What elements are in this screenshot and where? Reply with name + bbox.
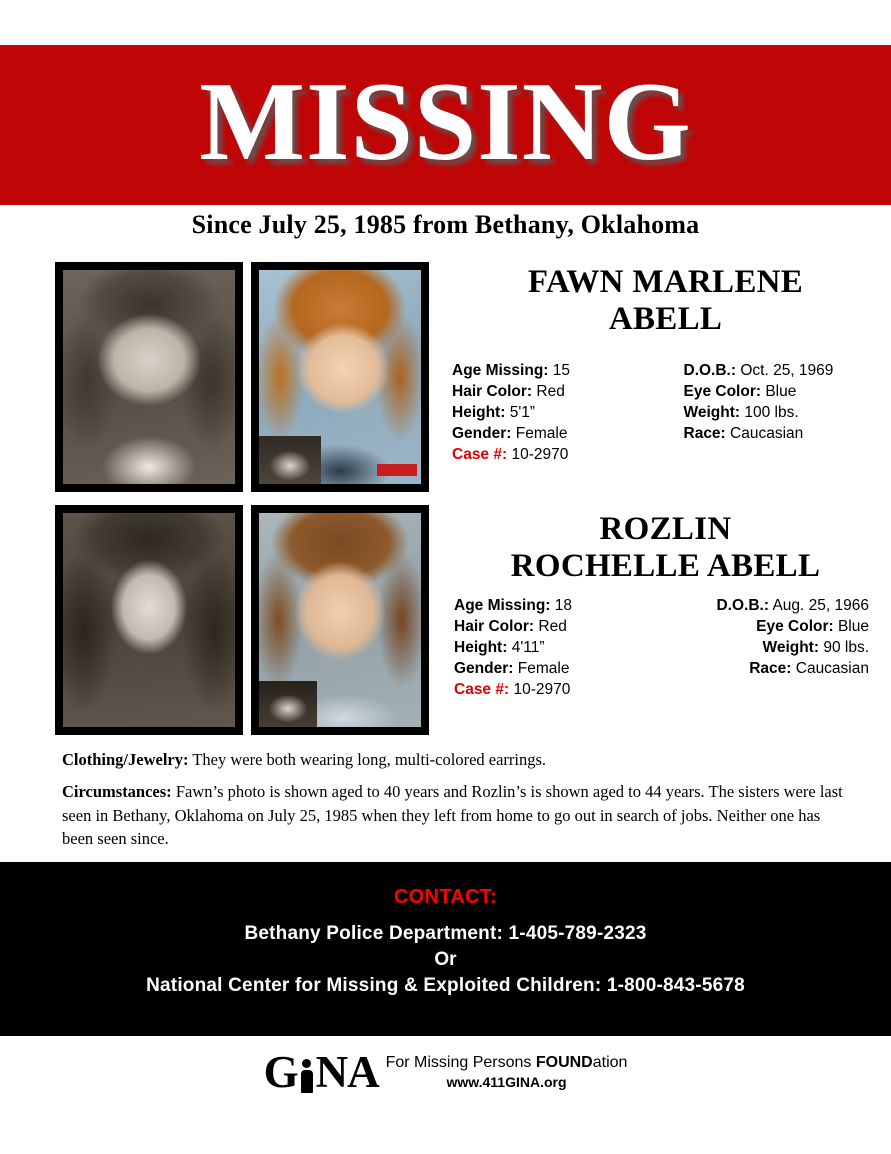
person-name-line2: ABELL xyxy=(608,300,723,337)
logo-website[interactable]: www.411GINA.org xyxy=(446,1073,567,1090)
logo-tagline xyxy=(386,1054,628,1072)
field-dob: D.O.B.: Oct. 25, 1969 xyxy=(683,361,834,379)
field-gender: Gender: Female xyxy=(454,660,570,678)
clothing-jewelry-paragraph xyxy=(62,748,844,771)
field-case-number: Case #: 10-2970 xyxy=(454,681,571,699)
field-weight: Weight: 100 lbs. xyxy=(683,404,799,422)
field-age-missing: Age Missing: 18 xyxy=(454,596,573,614)
logo-wordmark xyxy=(263,1047,379,1097)
person-name-line1: FAWN MARLENE xyxy=(527,264,804,300)
photo-image xyxy=(259,513,421,727)
fields-column-right xyxy=(672,360,891,465)
person-fields-fawn xyxy=(440,360,891,465)
person-info-fawn xyxy=(440,262,891,465)
field-hair-color: Hair Color: Red xyxy=(452,382,565,400)
logo-letters-na: NA xyxy=(315,1047,379,1097)
fields-column-left xyxy=(454,595,673,700)
field-race: Race: Caucasian xyxy=(749,660,869,678)
photo-inset-thumbnail xyxy=(259,681,317,727)
photo-age-progressed-rozlin xyxy=(251,505,429,735)
contact-heading: CONTACT: xyxy=(393,886,498,908)
banner-title: MISSING xyxy=(199,60,692,184)
person-block-rozlin xyxy=(0,505,891,740)
logo-letter-g: G xyxy=(263,1047,298,1097)
field-age-missing: Age Missing: 15 xyxy=(452,361,571,379)
person-name-line1: ROZLIN xyxy=(599,511,732,547)
person-fields-rozlin xyxy=(440,595,891,700)
person-info-rozlin xyxy=(440,505,891,700)
person-name-line2: ROCHELLE ABELL xyxy=(510,547,821,584)
circumstances-text: Fawn’s photo is shown aged to 40 years and Rozlin’s is shown aged to 44 years. The sisters were last seen in Bethany, Oklahoma on July 25, 1985 when they left from home to go out in search of jobs. Neither one has been seen since. xyxy=(62,782,843,849)
fields-column-right xyxy=(673,595,891,700)
photo-inset-thumbnail xyxy=(259,436,321,484)
fields-column-left xyxy=(452,360,672,465)
logo-tagline-group xyxy=(386,1054,628,1091)
missing-since-line: Since July 25, 1985 from Bethany, Oklahoma xyxy=(191,210,700,239)
field-weight: Weight: 90 lbs. xyxy=(762,639,869,657)
photo-age-progressed-fawn xyxy=(251,262,429,492)
photo-group-fawn xyxy=(55,262,429,492)
contact-agency-ncmec[interactable]: National Center for Missing & Exploited Children: 1-800-843-5678 xyxy=(146,975,745,996)
clothing-jewelry-text: They were both wearing long, multi-colored earrings. xyxy=(192,750,547,769)
logo-tagline-found: FOUND xyxy=(535,1054,593,1072)
field-dob: D.O.B.: Aug. 25, 1966 xyxy=(716,596,869,614)
person-figure-icon xyxy=(299,1059,315,1093)
photo-image xyxy=(63,270,235,484)
field-eye-color: Eye Color: Blue xyxy=(683,382,797,400)
logo-tagline-part1: For Missing Persons xyxy=(385,1054,536,1072)
field-eye-color: Eye Color: Blue xyxy=(756,617,869,635)
contact-footer xyxy=(0,862,891,1036)
gina-foundation-logo[interactable] xyxy=(0,1047,891,1097)
photo-original-rozlin xyxy=(55,505,243,735)
field-race: Race: Caucasian xyxy=(683,425,804,443)
contact-separator: Or xyxy=(434,949,457,970)
circumstances-label: Circumstances: xyxy=(62,782,172,802)
description-section xyxy=(62,748,844,860)
person-block-fawn xyxy=(0,262,891,500)
photo-group-rozlin xyxy=(55,505,429,735)
photo-image xyxy=(259,270,421,484)
field-height: Height: 4'11” xyxy=(454,639,545,657)
field-case-number: Case #: 10-2970 xyxy=(452,446,569,464)
field-hair-color: Hair Color: Red xyxy=(454,617,567,635)
field-gender: Gender: Female xyxy=(452,425,568,443)
clothing-jewelry-label: Clothing/Jewelry: xyxy=(62,750,189,769)
photo-original-fawn xyxy=(55,262,243,492)
circumstances-paragraph xyxy=(62,780,844,850)
logo-tagline-part2: ation xyxy=(592,1054,628,1072)
photo-image xyxy=(63,513,235,727)
contact-agency-police[interactable]: Bethany Police Department: 1-405-789-2323 xyxy=(244,923,647,944)
missing-banner xyxy=(0,45,891,205)
field-height: Height: 5'1” xyxy=(452,404,536,422)
photo-watermark xyxy=(377,464,417,476)
